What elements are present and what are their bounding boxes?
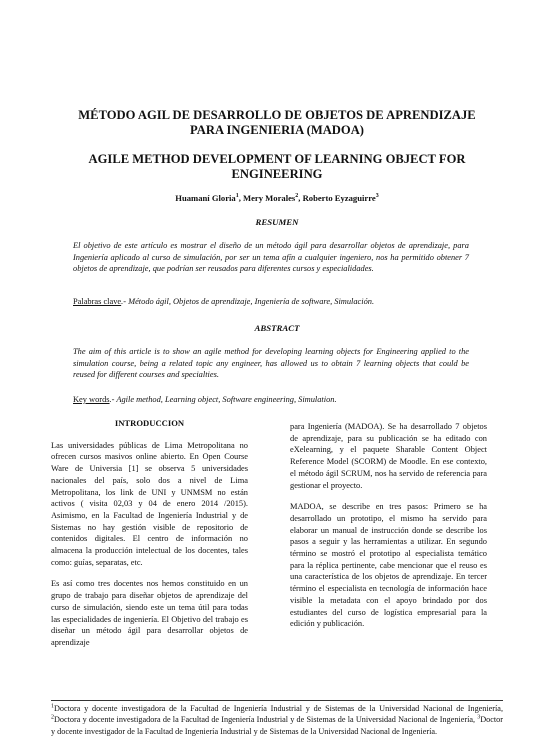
body-paragraph: MADOA, se describe en tres pasos: Primero se ha desarrollado un prototipo, el mismo ha servido para elaborar un manual de instrucción donde se describe los pasos a seguir y las herramientas a utilizar. En segundo término se mostró el prototipo al especialista temático para la réplica pertinente, cabe mencionar que el reuso es una característica de los objetos de aprendizaje. En tercer término el especialista en tecnología de información hace visible la metadata con el apoyo brindado por dos estudiantes del curso de logística empresarial para la edición y publicación. [290,502,487,629]
author-affiliation-marker: 3 [375,193,379,200]
resumen-text: El objetivo de este artículo es mostrar el diseño de un método ágil para desarrollar objetos de aprendizaje, para Ingeniería aplicado al curso de simulación, por ser un tema afín a cualquier ingeniero, nos ha permitido obtener 7 objetos de aprendizaje, que podrían ser reusados para diferentes cursos y especialidades. [73,241,469,274]
author-separator: , [298,193,303,203]
resumen-heading: RESUMEN [255,217,299,227]
body-paragraph: Es así como tres docentes nos hemos constituido en un grupo de trabajo para diseñar objetos de aprendizaje del curso de simulación, siendo este un tema útil para todas las especialidades de ingeniería. El Objetivo del trabajo es diseñar un método ágil para desarrollar objetos de aprendizaje [51,579,248,647]
footnote-marker: 2 [51,714,54,721]
left-column [51,418,248,659]
author-list [60,193,494,203]
author-name: Roberto Eyzaguirre [302,193,376,203]
keywords-value: .- Agile method, Learning object, Software engineering, Simulation. [109,395,337,404]
body-paragraph: para Ingeniería (MADOA). Se ha desarrollado 7 objetos de aprendizaje, para su publicación se ha editado con eXelearning, y el paquete Sharable Content Object Reference Model (SCORM) de Moodle. En ese contexto, el método ágil SCRUM, nos ha servido de referencia para gestionar el proyecto. [290,422,487,490]
keywords-value: .- Método ágil, Objetos de aprendizaje, Ingeniería de software, Simulación. [121,297,375,306]
author-name: Mery Morales [243,193,296,203]
footnote-marker: 3 [477,714,481,721]
introduction-heading: INTRODUCCION [114,418,185,428]
author-affiliation-marker: 2 [295,193,299,200]
paper-title-spanish: MÉTODO AGIL DE DESARROLLO DE OBJETOS DE APRENDIZAJE PARA INGENIERIA (MADOA) [78,108,476,137]
footnote-text: Doctora y docente investigadora de la Facultad de Ingeniería Industrial y de Sistemas de la Universidad Nacional de Ingeniería, [54,704,503,713]
author-separator: , [238,193,243,203]
footnote-divider [51,700,503,701]
footnote-text: Doctor y docente investigador de la Facultad de Ingeniería Industrial y de Sistemas de la Universidad Nacional de Ingeniería. [51,715,503,736]
abstract-heading: ABSTRACT [254,323,300,333]
spanish-keywords [73,297,473,306]
right-column [290,421,487,640]
keywords-label: Key words [73,395,110,404]
paper-title-english: AGILE METHOD DEVELOPMENT OF LEARNING OBJECT FOR ENGINEERING [88,152,466,181]
keywords-label: Palabras clave [73,297,122,306]
abstract-text: The aim of this article is to show an agile method for developing learning objects for Engineering applied to the simulation course, being a related topic any engineer, has allowed us to obtain 7 learning objects that could be reused for different courses and specialties. [73,347,469,380]
body-paragraph: Las universidades públicas de Lima Metropolitana no ofrecen cursos masivos online abierto. En Open Course Ware de Universia [1] se observa 5 universidades nacionales del país, solo dos a nivel de Lima Metropolitana, los link de UNI y UNMSM no están activos ( visita 02,03 y 04 de enero 2014 /2015). Asimismo, en la Facultad de Ingeniería Industrial y de Sistemas no hay gestión visible de repositorio de contenidos digitales. El centro de información no almacena la producción intelectual de los docentes, tales como: guías, separatas, etc. [51,440,248,567]
english-keywords [73,395,473,404]
author-affiliation-marker: 1 [235,193,239,200]
author-name: Huamaní Gloria [175,193,236,203]
footnote-text: Doctora y docente investigadora de la Facultad de Ingeniería Industrial y de Sistemas de la Universidad Nacional de Ingeniería, [54,715,478,725]
footnotes [51,703,503,737]
footnote-marker: 1 [51,703,54,710]
